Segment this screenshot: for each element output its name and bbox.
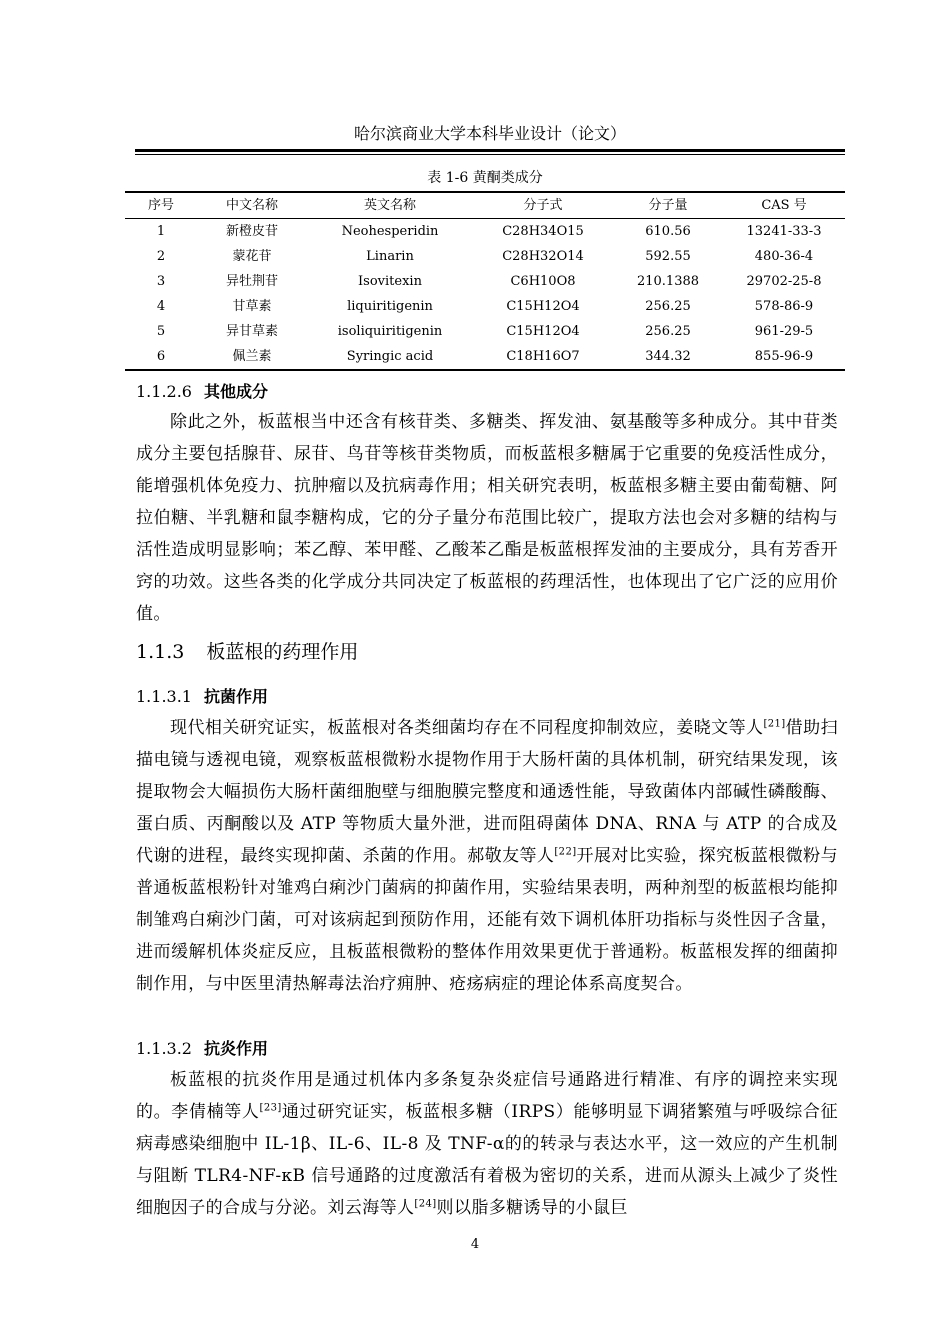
paragraph-text: 借助扫描电镜与透视电镜，观察板蓝根微粉水提物作用于大肠杆菌的具体机制，研究结果发现，该提取物会大幅损伤大肠杆菌细胞壁与细胞膜完整度和通透性能，导致菌体内部碱性磷酸酶、蛋白质、丙酮酸以及 ATP 等物质大量外泄，进而阻碍菌体 DNA、RNA 与 ATP 的合成及代谢的进程，最终实现抑菌、杀菌的作用。郝敬友等人 [136,718,838,866]
cell-cas: 578-86-9 [754,299,814,314]
col-header-cas: CAS 号 [723,192,845,219]
cell-index: 6 [125,344,197,370]
paragraph-text: 板蓝根的抗炎作用是通过机体内多条复杂炎症信号通路进行精准、有序的调控来实现的。李倩楠等人 [136,1070,838,1122]
paragraph-text: 则以脂多糖诱导的小鼠巨 [436,1198,628,1218]
paragraph-text: 开展对比实验，探究板蓝根微粉与普通板蓝根粉针对雏鸡白痢沙门菌病的抑菌作用，实验结果表明，两种剂型的板蓝根均能抑制雏鸡白痢沙门菌，可对该病起到预防作用，还能有效下调机体肝功指标与炎性因子含量，进而缓解机体炎症反应，且板蓝根微粉的整体作用效果更优于普通粉。板蓝根发挥的细菌抑制作用，与中医里清热解毒法治疗痈肿、疮疡病症的理论体系高度契合。 [136,846,838,994]
paragraph-text: 通过研究证实，板蓝根多糖（IRPS）能够明显下调猪繁殖与呼吸综合征病毒感染细胞中 IL-1β、IL-6、IL-8 及 TNF-α的的转录与表达水平，这一效应的产生机制与阻断 TLR4-NF-κB 信号通路的过度激活有着极为密切的关系，进而从源头上减少了炎性细胞因子的合成与分泌。刘云海等人 [136,1102,838,1218]
section-heading-1-1-3-2 [136,1038,268,1060]
cell-cn-name: 异甘草素 [225,324,278,339]
cell-index: 4 [156,299,166,314]
cell-cn-name: 佩兰素 [197,344,307,370]
cell-mass: 256.25 [645,324,691,339]
section-number: 1.1.2.6 [136,382,192,401]
paragraph-other-components: 除此之外，板蓝根当中还含有核苷类、多糖类、挥发油、氨基酸等多种成分。其中苷类成分主要包括腺苷、尿苷、鸟苷等核苷类物质，而板蓝根多糖属于它重要的免疫活性成分，能增强机体免疫力、抗肿瘤以及抗病毒作用；相关研究表明，板蓝根多糖主要由葡萄糖、阿拉伯糖、半乳糖和鼠李糖构成，它的分子量分布范围比较广，提取方法也会对多糖的结构与活性造成明显影响；苯乙醇、苯甲醛、乙酸苯乙酯是板蓝根挥发油的主要成分，具有芳香开窍的功效。这些各类的化学成分共同决定了板蓝根的药理活性，也体现出了它广泛的应用价值。 [136,412,838,624]
section-heading-1-1-2-6 [136,381,268,403]
section-heading-1-1-3-1 [136,686,268,708]
cell-en-name: Syringic acid [307,344,473,370]
cell-index: 5 [156,324,166,339]
section-number: 1.1.3.2 [136,1039,192,1058]
table-row [125,219,845,245]
col-header-cn-name: 中文名称 [197,192,307,219]
paragraph-antibacterial [136,712,838,1000]
cell-formula: C15H12O4 [506,324,580,339]
section-title: 板蓝根的药理作用 [206,641,359,663]
cell-cas: 855-96-9 [723,344,845,370]
table-row [125,294,845,319]
cell-cas: 13241-33-3 [746,224,822,239]
page-header: 哈尔滨商业大学本科毕业设计（论文） [353,124,626,143]
table-row [125,344,845,370]
cell-cas: 961-29-5 [754,324,814,339]
col-header-mass: 分子量 [613,192,723,219]
citation-ref: [24] [414,1198,437,1210]
cell-cn-name: 异牡荆苷 [225,274,278,289]
cell-mass: 210.1388 [636,274,700,289]
section-title: 抗炎作用 [203,1039,268,1058]
cell-cas: 29702-25-8 [746,274,822,289]
cell-formula: C18H16O7 [473,344,613,370]
cell-formula: C6H10O8 [510,274,576,289]
table-row [125,244,845,269]
header-rule-thin [135,154,845,155]
cell-en-name: Isovitexin [358,274,422,289]
paragraph-anti-inflammatory [136,1064,838,1224]
cell-formula: C28H34O15 [502,224,584,239]
section-title: 其他成分 [203,382,268,401]
citation-ref: [21] [763,718,786,730]
table-row [125,269,845,294]
cell-cn-name: 甘草素 [232,299,272,314]
section-title: 抗菌作用 [203,687,268,706]
table-header-row [125,192,845,219]
citation-ref: [22] [554,846,577,858]
table-caption: 表 1-6 黄酮类成分 [427,170,543,186]
paragraph-text: 现代相关研究证实，板蓝根对各类细菌均存在不同程度抑制效应，姜晓文等人 [170,718,764,738]
cell-cn-name: 新橙皮苷 [225,224,278,239]
cell-en-name: isoliquiritigenin [337,324,443,339]
section-number: 1.1.3.1 [136,687,192,706]
col-header-formula: 分子式 [473,192,613,219]
header-rule [135,149,845,152]
col-header-index: 序号 [125,192,197,219]
cell-mass: 256.25 [645,299,691,314]
col-header-en-name: 英文名称 [307,192,473,219]
table-row [125,319,845,344]
cell-en-name: Linarin [366,249,414,264]
cell-formula: C15H12O4 [506,299,580,314]
cell-mass: 344.32 [613,344,723,370]
cell-index: 3 [156,274,166,289]
cell-cn-name: 蒙花苷 [232,249,272,264]
cell-index: 1 [156,224,166,239]
section-number: 1.1.3 [136,641,185,663]
cell-formula: C28H32O14 [502,249,584,264]
cell-mass: 592.55 [645,249,691,264]
cell-index: 2 [156,249,166,264]
citation-ref: [23] [259,1102,282,1114]
section-heading-1-1-3 [136,641,358,663]
cell-en-name: liquiritigenin [347,299,433,314]
cell-en-name: Neohesperidin [341,224,439,239]
cell-cas: 480-36-4 [754,249,814,264]
cell-mass: 610.56 [645,224,691,239]
flavonoid-table [125,191,845,371]
page-number: 4 [470,1237,480,1252]
